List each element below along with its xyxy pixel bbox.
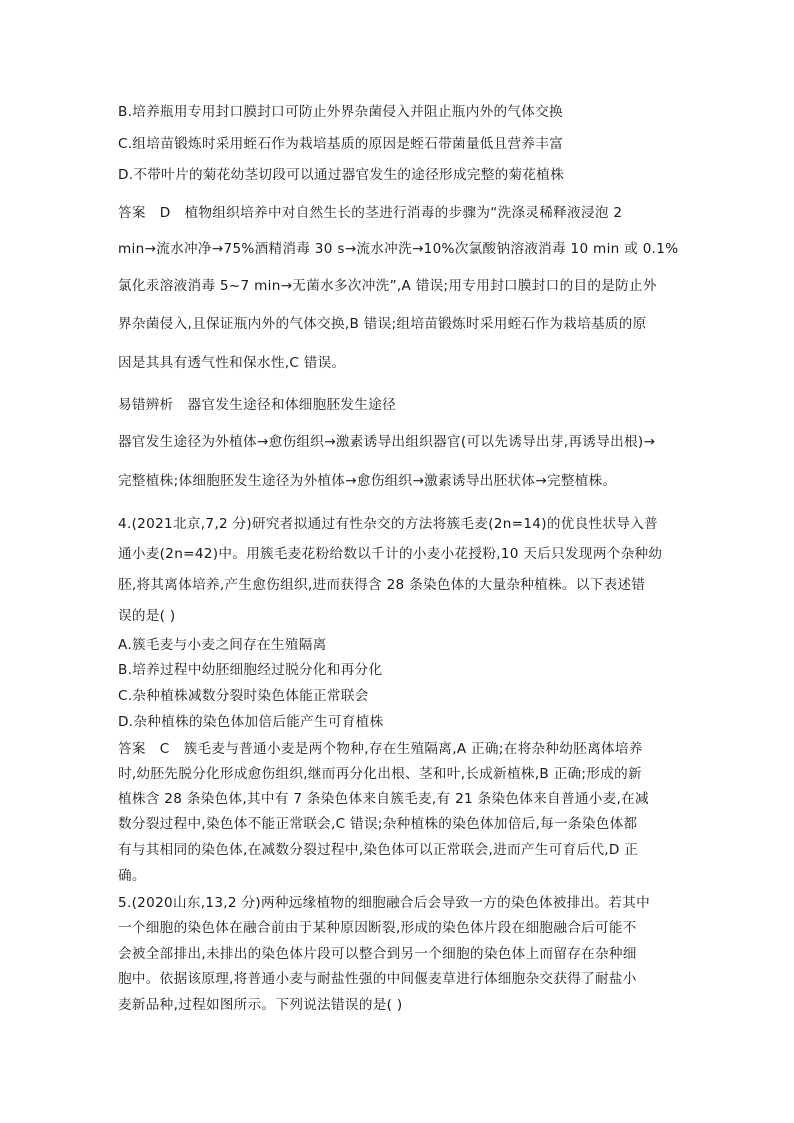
tip-label: 易错辨析 [118,397,174,413]
q4-stem-line: 误的是( ) [118,608,176,624]
answer-choice: D [159,205,171,221]
q4-stem-line: 通小麦(2n=42)中。用簇毛麦花粉给数以千计的小麦小花授粉,10 天后只发现两个杂种幼 [118,546,663,562]
explanation-line: 簇毛麦与普通小麦是两个物种,存在生殖隔离,A 正确;在将杂种幼胚离体培养 [183,741,643,757]
q4-explanation-line: 有与其相同的染色体,在减数分裂过程中,染色体可以正常联会,进而产生可育后代,D 正 [118,842,639,858]
explanation-line: 植物组织培养中对自然生长的茎进行消毒的步骤为“洗涤灵稀释液浸泡 2 [184,205,623,221]
q4-option-d: D.杂种植株的染色体加倍后能产生可育植株 [118,714,384,730]
q5-stem-line: 胞中。依据该原理,将普通小麦与耐盐性强的中间偃麦草进行体细胞杂交获得了耐盐小 [118,971,637,987]
q3-explanation-line: min→流水冲净→75%酒精消毒 30 s→流水冲洗→10%次氯酸钠溶液消毒 10 min 或 0.1% [118,241,679,257]
q3-option-d: D.不带叶片的菊花幼茎切段可以通过器官发生的途径形成完整的菊花植株 [118,167,565,183]
q4-explanation-line: 数分裂过程中,染色体不能正常联会,C 错误;杂种植株的染色体加倍后,每一条染色体都 [118,816,638,832]
q5-stem-line: 麦新品种,过程如图所示。下列说法错误的是( ) [118,997,403,1013]
q3-option-c: C.组培苗锻炼时采用蛭石作为栽培基质的原因是蛭石带菌量低且营养丰富 [118,136,564,152]
q3-option-b: B.培养瓶用专用封口膜封口可防止外界杂菌侵入并阻止瓶内外的气体交换 [118,104,563,120]
answer-choice: C [159,741,170,757]
q4-explanation-line: 确。 [118,868,146,884]
q4-stem-line: 胚,将其离体培养,产生愈伤组织,进而获得含 28 条染色体的大量杂种植株。以下表述错 [118,577,646,593]
q4-option-a: A.簇毛麦与小麦之间存在生殖隔离 [118,637,327,653]
tip-heading [118,396,396,414]
q5-stem-line: 会被全部排出,未排出的染色体片段可以整合到另一个细胞的染色体上而留存在杂种细 [118,946,637,962]
answer-label: 答案 [118,205,146,221]
q4-option-b: B.培养过程中幼胚细胞经过脱分化和再分化 [118,662,383,678]
q5-stem-line: 一个细胞的染色体在融合前由于某种原因断裂,形成的染色体片段在细胞融合后可能不 [118,920,637,936]
q3-explanation-line: 界杂菌侵入,且保证瓶内外的气体交换,B 错误;组培苗锻炼时采用蛭石作为栽培基质的原 [118,316,647,332]
tip-line: 完整植株;体细胞胚发生途径为外植体→愈伤组织→激素诱导出胚状体→完整植株。 [118,473,617,489]
answer-label: 答案 [118,741,146,757]
tip-line: 器官发生途径为外植体→愈伤组织→激素诱导出组织器官(可以先诱导出芽,再诱导出根)→ [118,434,656,450]
q4-explanation-line: 时,幼胚先脱分化形成愈伤组织,继而再分化出根、茎和叶,长成新植株,B 正确;形成的新 [118,766,642,782]
q4-explanation-line: 植株含 28 条染色体,其中有 7 条染色体来自簇毛麦,有 21 条染色体来自普通小麦,在减 [118,791,649,807]
tip-title: 器官发生途径和体细胞胚发生途径 [187,397,396,413]
q3-answer-line [118,204,622,222]
q4-stem-line: 4.(2021北京,7,2 分)研究者拟通过有性杂交的方法将簇毛麦(2n=14)的优良性状导入普 [118,516,659,532]
q5-stem-line: 5.(2020山东,13,2 分)两种远缘植物的细胞融合后会导致一方的染色体被排出。若其中 [118,895,650,911]
q4-answer-line [118,740,643,758]
q3-explanation-line: 因是其具有透气性和保水性,C 错误。 [118,355,346,371]
q4-option-c: C.杂种植株减数分裂时染色体能正常联会 [118,688,369,704]
q3-explanation-line: 氯化汞溶液消毒 5~7 min→无菌水多次冲洗”,A 错误;用专用封口膜封口的目的是防止外 [118,278,657,294]
